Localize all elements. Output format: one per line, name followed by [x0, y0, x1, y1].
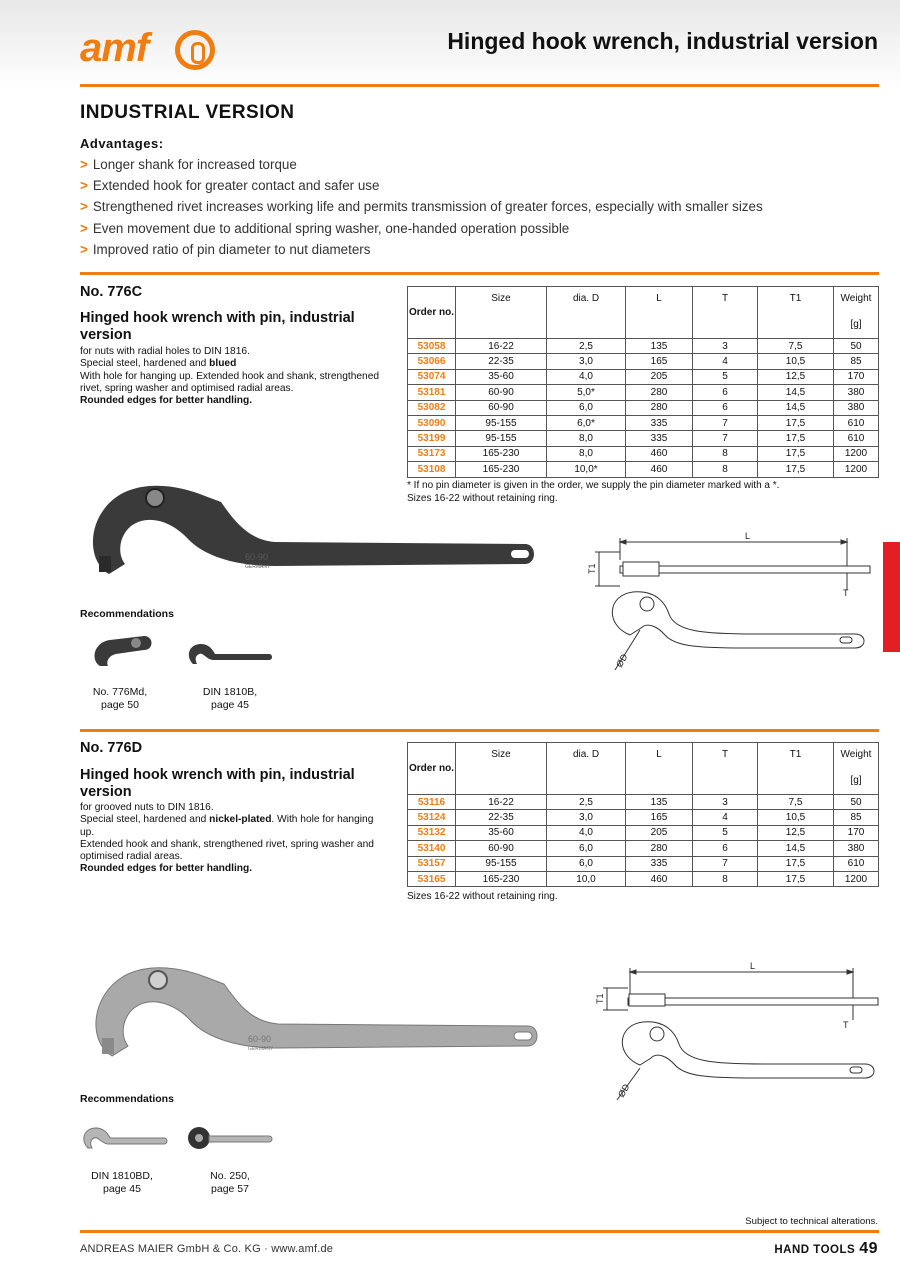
table-cell: 50: [834, 339, 879, 354]
table-cell: 95-155: [456, 856, 547, 871]
order-number[interactable]: 53058: [408, 339, 456, 354]
recommendation-caption[interactable]: DIN 1810BD, page 45: [91, 1170, 153, 1195]
table-cell: 6,0*: [547, 415, 626, 430]
table-cell: 6,0: [547, 400, 626, 415]
order-number[interactable]: 53140: [408, 841, 456, 856]
table-cell: 6,0: [547, 841, 626, 856]
table-row: [408, 871, 879, 886]
table-cell: 3,0: [547, 810, 626, 825]
col-header-weight: Weight [g]: [834, 743, 879, 795]
table-row: [408, 462, 879, 477]
table-cell: 6,0: [547, 856, 626, 871]
footer-rule: [80, 1230, 879, 1233]
col-header-weight: Weight [g]: [834, 287, 879, 339]
recommendation-image-no250[interactable]: [185, 1124, 275, 1154]
recommendation-image-din1810b[interactable]: [185, 640, 275, 670]
order-number[interactable]: 53108: [408, 462, 456, 477]
table-cell: 5: [693, 369, 758, 384]
wrench-photo-blued: [85, 478, 545, 588]
table-cell: 95-155: [456, 415, 547, 430]
table-cell: 460: [626, 446, 693, 461]
dim-label-d: ØD: [616, 1082, 632, 1099]
table-row: [408, 825, 879, 840]
table-cell: 6: [693, 841, 758, 856]
dim-label-t: T: [843, 588, 849, 598]
order-number[interactable]: 53090: [408, 415, 456, 430]
recommendations-heading: Recommendations: [80, 1093, 174, 1105]
product-number: No. 776D: [80, 740, 143, 756]
col-header-t1: T1: [758, 743, 834, 795]
table-cell: 4,0: [547, 825, 626, 840]
footer-company: ANDREAS MAIER GmbH & Co. KG · www.amf.de: [80, 1243, 334, 1255]
table-cell: 8: [693, 871, 758, 886]
table-cell: 14,5: [758, 400, 834, 415]
col-header-size: Size: [456, 743, 547, 795]
page-title: Hinged hook wrench, industrial version: [447, 28, 878, 54]
table-row: [408, 385, 879, 400]
order-number[interactable]: 53124: [408, 810, 456, 825]
table-row: [408, 400, 879, 415]
list-item: > Improved ratio of pin diameter to nut diameters: [80, 241, 371, 257]
col-header-dia: dia. D: [547, 743, 626, 795]
bullet-arrow-icon: >: [80, 157, 88, 172]
product-description: for nuts with radial holes to DIN 1816. Special steel, hardened and blued With hole for hanging up. Extended hook and shank, strengthened rivet, spring washer and optimised radial areas. Rounded edges for better handling.: [80, 346, 380, 407]
spec-table: [407, 286, 879, 478]
col-header-order: Order no.: [408, 287, 456, 339]
dim-label-t: T: [843, 1020, 849, 1030]
table-row: [408, 446, 879, 461]
table-cell: 85: [834, 354, 879, 369]
table-row: [408, 841, 879, 856]
table-cell: 165-230: [456, 446, 547, 461]
section-title: INDUSTRIAL VERSION: [80, 102, 295, 123]
table-row: [408, 795, 879, 810]
recommendation-caption[interactable]: No. 776Md, page 50: [92, 686, 148, 711]
table-cell: 7: [693, 415, 758, 430]
table-notes: * If no pin diameter is given in the order, we supply the pin diameter marked with a *. Sizes 16-22 without retaining ring.: [407, 480, 780, 504]
order-number[interactable]: 53181: [408, 385, 456, 400]
recommendation-image-din1810bd[interactable]: [80, 1124, 170, 1154]
footer-note: Subject to technical alterations.: [745, 1216, 878, 1227]
table-cell: 4: [693, 354, 758, 369]
list-item: > Strengthened rivet increases working life and permits transmission of greater forces, especially with smaller sizes: [80, 199, 763, 215]
table-cell: 22-35: [456, 810, 547, 825]
order-number[interactable]: 53132: [408, 825, 456, 840]
table-cell: 135: [626, 795, 693, 810]
table-cell: 7: [693, 856, 758, 871]
table-cell: 165-230: [456, 871, 547, 886]
product-description: for grooved nuts to DIN 1816. Special steel, hardened and nickel-plated. With hole for hanging up. Extended hook and shank, strengthened rivet, spring washer and optimised radial areas. Rounded edges for better handling.: [80, 802, 374, 875]
table-cell: 10,5: [758, 354, 834, 369]
wrench-pin: [102, 1038, 114, 1054]
table-cell: 1200: [834, 446, 879, 461]
dim-label-t1: T1: [587, 563, 597, 574]
table-cell: 6: [693, 400, 758, 415]
dim-label-d: ØD: [614, 652, 630, 669]
table-cell: 460: [626, 462, 693, 477]
order-number[interactable]: 53173: [408, 446, 456, 461]
list-item: > Extended hook for greater contact and safer use: [80, 178, 380, 194]
technical-drawing: [585, 530, 875, 685]
advantages-list: [80, 155, 763, 261]
product-name: Hinged hook wrench with pin, industrial version: [80, 767, 355, 800]
table-cell: 95-155: [456, 431, 547, 446]
table-cell: 60-90: [456, 841, 547, 856]
wrench-pin: [99, 556, 111, 572]
wrench-engraving-size: 60-90: [248, 1034, 272, 1044]
table-cell: 1200: [834, 462, 879, 477]
table-cell: 610: [834, 431, 879, 446]
table-row: [408, 415, 879, 430]
wrench-rivet: [149, 971, 167, 989]
bullet-arrow-icon: >: [80, 220, 88, 236]
table-cell: 10,0: [547, 871, 626, 886]
dim-label-l: L: [750, 961, 756, 971]
table-cell: 5: [693, 825, 758, 840]
recommendation-caption[interactable]: No. 250, page 57: [210, 1170, 250, 1195]
table-cell: 85: [834, 810, 879, 825]
wrench-hang-hole: [511, 550, 529, 558]
table-notes: Sizes 16-22 without retaining ring.: [407, 891, 558, 902]
table-cell: 280: [626, 385, 693, 400]
table-cell: 170: [834, 825, 879, 840]
advantages-heading: Advantages:: [80, 136, 164, 151]
table-cell: 7: [693, 431, 758, 446]
product-number: No. 776C: [80, 284, 143, 300]
section-tab: [883, 542, 900, 652]
col-header-order: Order no.: [408, 743, 456, 795]
col-header-t: T: [693, 287, 758, 339]
table-cell: 10,0*: [547, 462, 626, 477]
table-cell: 1200: [834, 871, 879, 886]
table-row: [408, 339, 879, 354]
dim-label-t1: T1: [595, 993, 605, 1004]
table-cell: 460: [626, 871, 693, 886]
table-row: [408, 431, 879, 446]
recommendation-caption[interactable]: DIN 1810B, page 45: [202, 686, 258, 711]
list-item: > Longer shank for increased torque: [80, 157, 297, 172]
table-cell: 17,5: [758, 446, 834, 461]
table-cell: 205: [626, 825, 693, 840]
col-header-dia: dia. D: [547, 287, 626, 339]
bullet-arrow-icon: >: [80, 241, 88, 257]
table-cell: 60-90: [456, 400, 547, 415]
wrench-rivet: [146, 489, 164, 507]
bullet-arrow-icon: >: [80, 178, 88, 194]
table-cell: 16-22: [456, 795, 547, 810]
table-cell: 2,5: [547, 339, 626, 354]
table-cell: 205: [626, 369, 693, 384]
footer-page-label: HAND TOOLS 49: [774, 1240, 878, 1257]
table-row: [408, 856, 879, 871]
table-cell: 7,5: [758, 339, 834, 354]
logo-emblem-icon: [175, 30, 215, 70]
table-cell: 610: [834, 415, 879, 430]
table-cell: 135: [626, 339, 693, 354]
table-cell: 380: [834, 400, 879, 415]
table-cell: 17,5: [758, 462, 834, 477]
col-header-size: Size: [456, 287, 547, 339]
table-cell: 8: [693, 462, 758, 477]
table-row: [408, 354, 879, 369]
col-header-l: L: [626, 743, 693, 795]
table-cell: 8: [693, 446, 758, 461]
table-cell: 3: [693, 795, 758, 810]
order-number[interactable]: 53066: [408, 354, 456, 369]
table-cell: 165: [626, 810, 693, 825]
wrench-engraving-origin: GERMANY: [245, 564, 271, 570]
table-cell: 280: [626, 841, 693, 856]
col-header-t1: T1: [758, 287, 834, 339]
table-cell: 165-230: [456, 462, 547, 477]
amf-logo: [80, 28, 220, 72]
table-row: [408, 369, 879, 384]
table-cell: 4: [693, 810, 758, 825]
wrench-photo-nickel: [88, 960, 548, 1070]
table-cell: 3,0: [547, 354, 626, 369]
dim-label-l: L: [745, 531, 751, 541]
order-number[interactable]: 53157: [408, 856, 456, 871]
technical-drawing: [595, 960, 885, 1110]
col-header-l: L: [626, 287, 693, 339]
spec-table: [407, 742, 879, 887]
logo-wordmark: amf: [80, 26, 149, 70]
table-cell: 335: [626, 415, 693, 430]
table-cell: 17,5: [758, 856, 834, 871]
table-cell: 280: [626, 400, 693, 415]
order-number[interactable]: 53116: [408, 795, 456, 810]
header-rule: [80, 84, 879, 87]
table-cell: 35-60: [456, 825, 547, 840]
order-number[interactable]: 53074: [408, 369, 456, 384]
table-cell: 5,0*: [547, 385, 626, 400]
list-item: > Even movement due to additional spring washer, one-handed operation possible: [80, 220, 570, 236]
table-cell: 170: [834, 369, 879, 384]
product-name: Hinged hook wrench with pin, industrial version: [80, 310, 355, 343]
wrench-hang-hole: [514, 1032, 532, 1040]
table-cell: 16-22: [456, 339, 547, 354]
table-cell: 17,5: [758, 431, 834, 446]
table-cell: 380: [834, 385, 879, 400]
table-cell: 14,5: [758, 385, 834, 400]
order-number[interactable]: 53165: [408, 871, 456, 886]
table-cell: 335: [626, 431, 693, 446]
table-cell: 10,5: [758, 810, 834, 825]
table-cell: 14,5: [758, 841, 834, 856]
table-cell: 17,5: [758, 871, 834, 886]
table-cell: 8,0: [547, 446, 626, 461]
col-header-t: T: [693, 743, 758, 795]
recommendation-image-776md[interactable]: [88, 632, 168, 672]
section-rule: [80, 272, 879, 275]
section-rule: [80, 729, 879, 732]
table-cell: 8,0: [547, 431, 626, 446]
table-cell: 610: [834, 856, 879, 871]
table-cell: 335: [626, 856, 693, 871]
table-cell: 12,5: [758, 825, 834, 840]
bullet-arrow-icon: >: [80, 199, 88, 215]
table-cell: 35-60: [456, 369, 547, 384]
table-cell: 165: [626, 354, 693, 369]
table-row: [408, 810, 879, 825]
table-cell: 12,5: [758, 369, 834, 384]
wrench-engraving-origin: GERMANY: [248, 1046, 274, 1052]
wrench-engraving-size: 60-90: [245, 552, 269, 562]
table-cell: 7,5: [758, 795, 834, 810]
table-cell: 50: [834, 795, 879, 810]
table-cell: 22-35: [456, 354, 547, 369]
table-cell: 2,5: [547, 795, 626, 810]
table-cell: 380: [834, 841, 879, 856]
table-cell: 4,0: [547, 369, 626, 384]
recommendations-heading: Recommendations: [80, 608, 174, 620]
table-cell: 3: [693, 339, 758, 354]
table-cell: 60-90: [456, 385, 547, 400]
order-number[interactable]: 53082: [408, 400, 456, 415]
page-number: 49: [859, 1240, 878, 1257]
table-cell: 6: [693, 385, 758, 400]
order-number[interactable]: 53199: [408, 431, 456, 446]
table-cell: 17,5: [758, 415, 834, 430]
